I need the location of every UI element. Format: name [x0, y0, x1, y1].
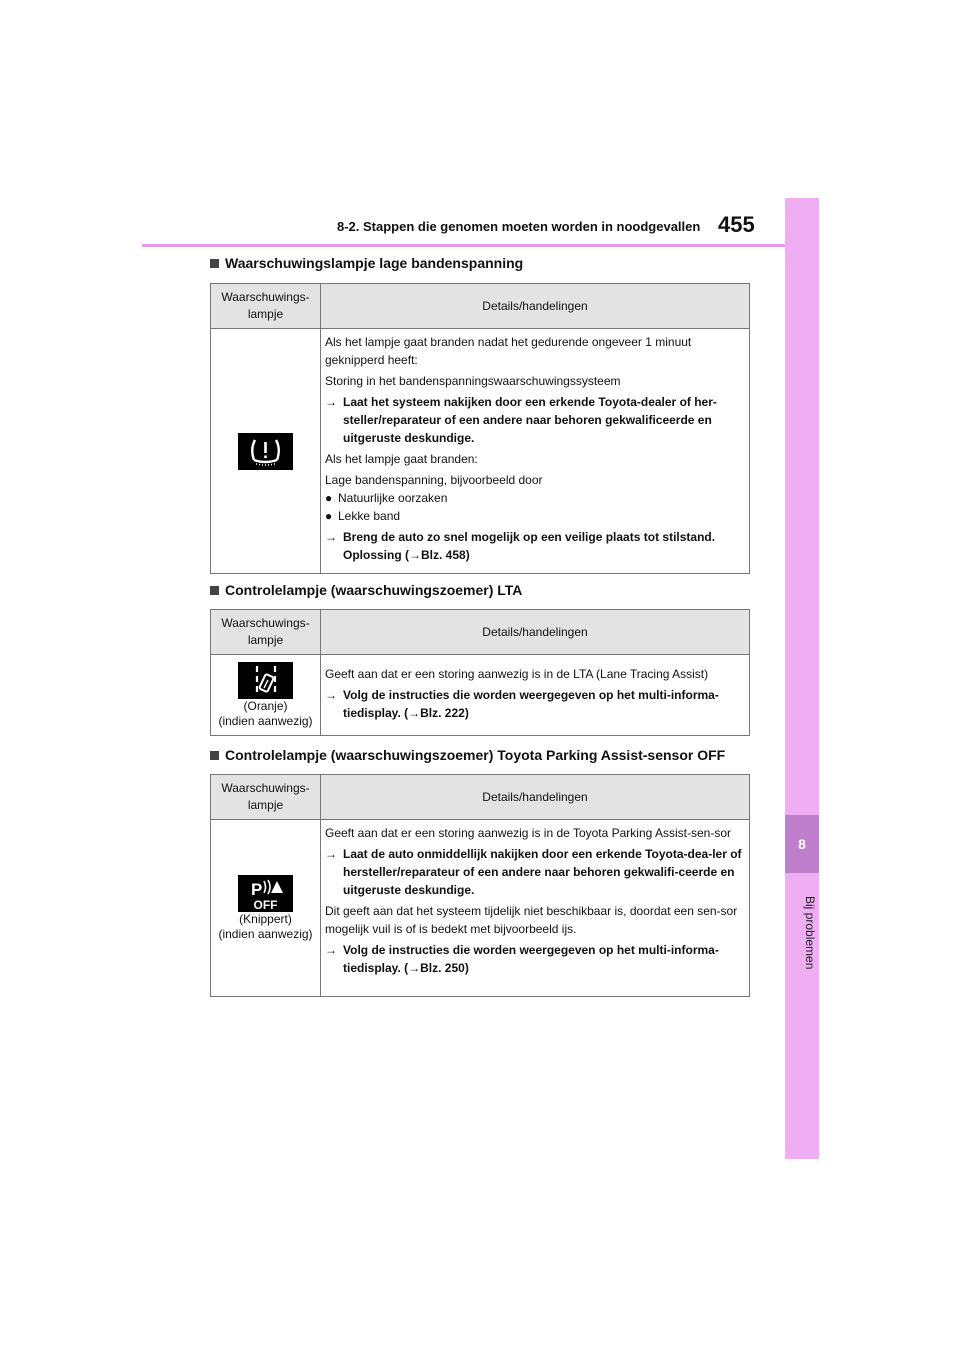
- action-text: Laat de auto onmiddellijk nakijken door een erkende Toyota-dea-ler of hersteller/reparateur of een andere naar behoren gekwalifi-ceerde en uitgeruste deskundige.: [343, 847, 742, 897]
- section-title: 8-2. Stappen die genomen moeten worden in noodgevallen: [337, 219, 701, 234]
- detail-text: Storing in het bandenspanningswaarschuwingssysteem: [325, 374, 621, 388]
- action-item: [325, 941, 745, 977]
- col-label: lampje: [247, 307, 284, 321]
- bullet-item: [325, 489, 745, 507]
- action-text: Volg de instructies die worden weergegeven op het multi-informa-tiedisplay. (→Blz. 222): [343, 688, 719, 720]
- heading-square-icon: [210, 586, 219, 595]
- col-details: Details/handelingen: [321, 610, 750, 655]
- heading-square-icon: [210, 259, 219, 268]
- svg-text:P: P: [251, 879, 263, 899]
- action-item: [325, 686, 745, 722]
- chapter-label: Bij problemen: [803, 896, 817, 970]
- arrow-icon: →: [325, 688, 337, 702]
- bullet-item: [325, 507, 745, 525]
- chapter-side-tab: [785, 198, 819, 1159]
- detail-text: Dit geeft aan dat het systeem tijdelijk niet beschikbaar is, doordat een sen-sor mogelijk vuil is of is bedekt met bijvoorbeeld ijs.: [325, 904, 738, 936]
- action-item: [325, 393, 745, 447]
- action-text: Laat het systeem nakijken door een erkende Toyota-dealer of her-steller/reparateur of een andere naar behoren gekwalificeerde en uitgeruste deskundige.: [343, 395, 717, 445]
- lamp-note: (Knippert): [239, 911, 292, 926]
- table-lta: [210, 609, 750, 736]
- page-number: 455: [718, 212, 755, 237]
- details-cell: [321, 329, 750, 574]
- heading-text: Controlelampje (waarschuwingszoemer) LTA: [225, 582, 523, 598]
- table-header-row: [211, 610, 750, 655]
- arrow-icon: →: [325, 530, 337, 544]
- col-details: Details/handelingen: [321, 284, 750, 329]
- bullet-icon: ●: [325, 509, 333, 523]
- table-header-row: [211, 284, 750, 329]
- lamp-note: (Oranje): [243, 698, 288, 713]
- col-warning-lamp: [211, 610, 321, 655]
- chapter-number: 8: [785, 815, 819, 873]
- col-label: Waarschuwings-: [221, 781, 310, 795]
- col-label: Waarschuwings-: [221, 616, 310, 630]
- detail-text: Als het lampje gaat branden nadat het gedurende ongeveer 1 minuut geknipperd heeft:: [325, 335, 692, 367]
- action-text: Breng de auto zo snel mogelijk op een veilige plaats tot stilstand. Oplossing (→Blz. 458): [343, 530, 716, 562]
- section-heading-lta: [210, 582, 522, 598]
- col-details: Details/handelingen: [321, 775, 750, 820]
- lamp-note: (indien aanwezig): [218, 926, 313, 941]
- heading-square-icon: [210, 751, 219, 760]
- detail-text: Geeft aan dat er een storing aanwezig is in de Toyota Parking Assist-sen-sor: [325, 826, 732, 840]
- details-cell: [321, 655, 750, 736]
- col-warning-lamp: [211, 284, 321, 329]
- heading-text: Waarschuwingslampje lage bandenspanning: [225, 255, 524, 271]
- lamp-note: (indien aanwezig): [218, 713, 313, 728]
- lamp-cell: [211, 329, 321, 574]
- bullet-text: Lekke band: [338, 509, 401, 523]
- table-row: [211, 655, 750, 736]
- lamp-cell: [211, 820, 321, 997]
- header-divider: [142, 244, 785, 247]
- svg-text:OFF: OFF: [253, 897, 278, 912]
- table-row: [211, 820, 750, 997]
- bullet-text: Natuurlijke oorzaken: [338, 491, 448, 505]
- col-label: lampje: [247, 798, 284, 812]
- arrow-icon: →: [325, 847, 337, 861]
- col-label: Waarschuwings-: [221, 290, 310, 304]
- detail-text: Lage bandenspanning, bijvoorbeeld door: [325, 473, 543, 487]
- action-item: [325, 845, 745, 899]
- action-text: Volg de instructies die worden weergegeven op het multi-informa-tiedisplay. (→Blz. 250): [343, 943, 719, 975]
- col-label: lampje: [247, 633, 284, 647]
- arrow-icon: →: [325, 943, 337, 957]
- parking-assist-off-icon: [238, 875, 293, 912]
- heading-text: Controlelampje (waarschuwingszoemer) Toyota Parking Assist-sensor OFF: [225, 747, 726, 763]
- table-header-row: [211, 775, 750, 820]
- section-heading-tire-pressure: [210, 255, 523, 271]
- table-row: [211, 329, 750, 574]
- col-warning-lamp: [211, 775, 321, 820]
- detail-text: Als het lampje gaat branden:: [325, 452, 478, 466]
- lamp-cell: [211, 655, 321, 736]
- action-item: [325, 528, 745, 564]
- detail-text: Geeft aan dat er een storing aanwezig is in de LTA (Lane Tracing Assist): [325, 667, 709, 681]
- tire-pressure-warning-icon: [238, 433, 293, 470]
- details-cell: [321, 820, 750, 997]
- table-parking-assist: [210, 774, 750, 997]
- lane-tracing-assist-icon: [238, 662, 293, 699]
- bullet-icon: ●: [325, 491, 333, 505]
- section-heading-parking-assist: [210, 747, 725, 763]
- table-tire-pressure: [210, 283, 750, 574]
- arrow-icon: →: [325, 395, 337, 409]
